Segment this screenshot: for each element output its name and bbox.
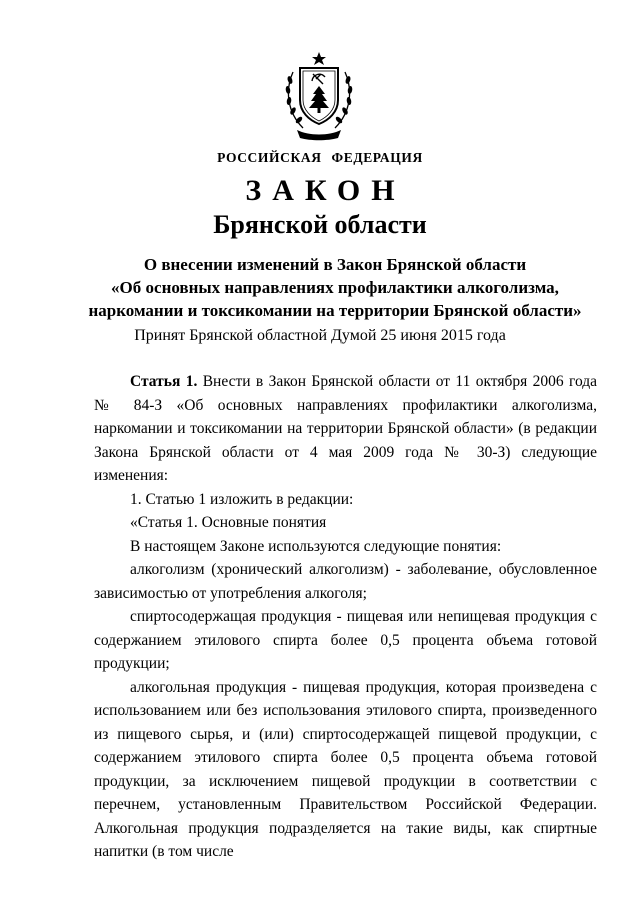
title-line: наркомании и токсикомании на территории Брянской области» [88, 301, 582, 320]
law-title [70, 253, 600, 322]
document-body [94, 370, 597, 864]
adoption-line: Принят Брянской областной Думой 25 июня 2015 года [134, 327, 506, 344]
article-text: Внести в Закон Брянской области от 11 октября 2006 года № 84-З «Об основных направлениях профилактики алкоголизма, наркомании и токсикомании на территории Брянской области» (в редакции Закона Брянской области от 4 мая 2009 года № 30-З) следующие изменения: [94, 373, 598, 484]
title-line: «Об основных направлениях профилактики алкоголизма, [111, 278, 559, 297]
body-paragraph: В настоящем Законе используются следующие понятия: [130, 537, 502, 555]
document-type-heading: ЗАКОН [245, 174, 406, 207]
article-paragraph [94, 370, 597, 488]
region-heading: Брянской области [213, 210, 427, 239]
country-name: РОССИЙСКАЯ ФЕДЕРАЦИЯ [217, 150, 423, 165]
body-paragraph: спиртосодержащая продукция - пищевая или непищевая продукция с содержанием этилового спирта более 0,5 процента объема готовой продукции; [94, 608, 597, 672]
body-paragraph: «Статья 1. Основные понятия [130, 514, 327, 531]
body-paragraph: 1. Статью 1 изложить в редакции: [130, 490, 354, 508]
body-paragraph: алкоголизм (хронический алкоголизм) - заболевание, обусловленное зависимостью от употребления алкоголя; [94, 561, 597, 602]
article-label: Статья 1. [130, 373, 198, 390]
title-line: О внесении изменений в Закон Брянской области [143, 255, 527, 274]
body-paragraph: алкогольная продукция - пищевая продукция, которая произведена с использованием или без использования этилового спирта, произведенного из пищевого сырья, и (или) спиртосодержащей пищевой продукции, с содержанием этилового спирта более 0,5 процента объема готовой продукции, за исключением пищевой продукции в соответствии с перечнем, установленным Правительством Российской Федерации. Алкогольная продукция подразделяется на такие виды, как спиртные напитки (в том числе [94, 678, 597, 860]
bryansk-coat-of-arms-icon [283, 50, 355, 142]
